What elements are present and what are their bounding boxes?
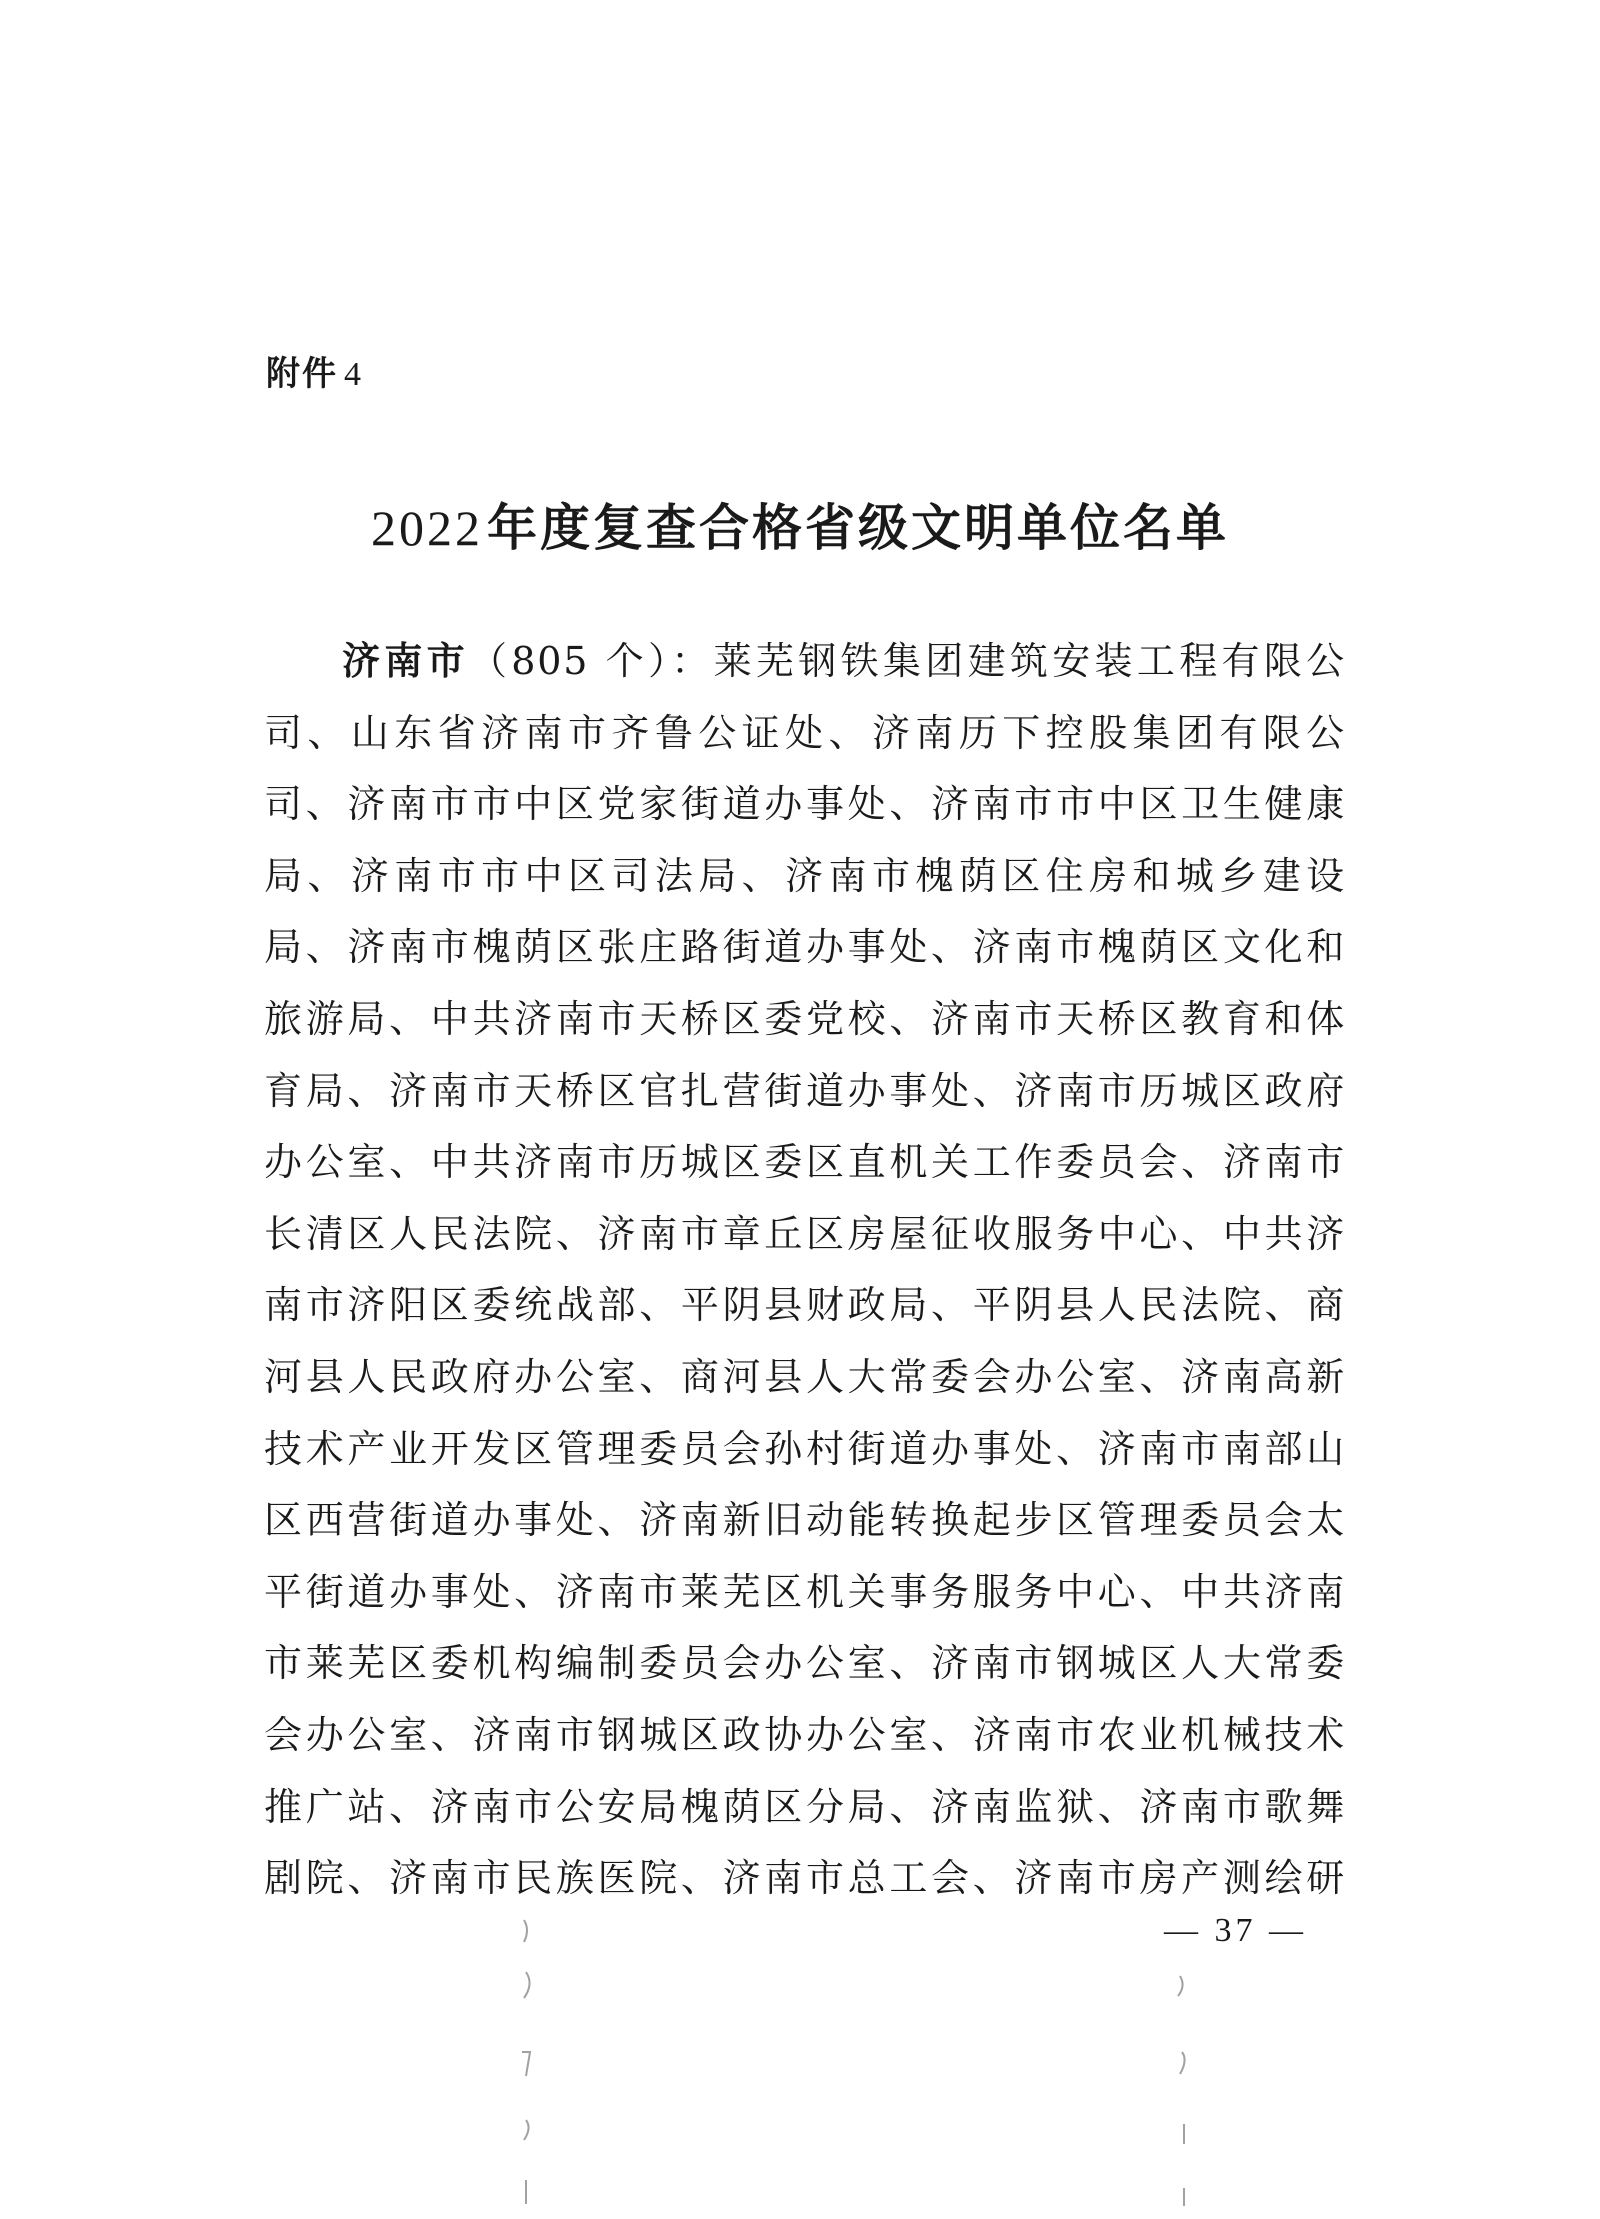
scan-mark [1178,1976,1183,1996]
city-name: 济南市 [342,639,469,683]
scan-mark [524,2120,529,2140]
scan-mark [524,1972,530,1998]
title-year: 2022 [371,500,483,556]
list-line: 长清区人民法院、济南市章丘区房屋征收服务中心、中共济 [264,1211,1346,1256]
list-line: 办公室、中共济南市历城区委区直机关工作委员会、济南市 [264,1140,1346,1185]
scan-mark [1180,2052,1185,2074]
list-line: 局、济南市市中区司法局、济南市槐荫区住房和城乡建设 [264,853,1346,898]
attachment-label-text: 附件 [266,354,338,394]
list-line: 旅游局、中共济南市天桥区委党校、济南市天桥区教育和体 [264,996,1346,1041]
title-text: 年度复查合格省级文明单位名单 [487,499,1229,557]
list-line: 推广站、济南市公安局槐荫区分局、济南监狱、济南市歌舞 [264,1784,1346,1829]
list-line [264,626,1346,698]
attachment-label [266,346,363,395]
list-line: 育局、济南市天桥区官扎营街道办事处、济南市历城区政府 [264,1068,1346,1113]
attachment-number: 4 [344,356,363,393]
page-number: — 37 — [1164,1912,1307,1949]
list-line: 平街道办事处、济南市莱芜区机关事务服务中心、中共济南 [264,1569,1346,1614]
list-line: 司、济南市市中区党家街道办事处、济南市市中区卫生健康 [264,782,1346,827]
list-line: 南市济阳区委统战部、平阴县财政局、平阴县人民法院、商 [264,1283,1346,1328]
list-line: 会办公室、济南市钢城区政协办公室、济南市农业机械技术 [264,1712,1346,1757]
page-title [0,488,1600,560]
scan-mark [524,1920,527,1942]
scan-mark [522,2052,530,2076]
list-line: 局、济南市槐荫区张庄路街道办事处、济南市槐荫区文化和 [264,925,1346,970]
list-line: 司、山东省济南市齐鲁公证处、济南历下控股集团有限公 [264,710,1346,755]
list-line: 河县人民政府办公室、商河县人大常委会办公室、济南高新 [264,1354,1346,1399]
list-line-text: 莱芜钢铁集团建筑安装工程有限公 [713,639,1346,683]
list-line: 市莱芜区委机构编制委员会办公室、济南市钢城区人大常委 [264,1641,1346,1686]
city-count: （805 个）： [468,639,714,683]
list-line: 剧院、济南市民族医院、济南市总工会、济南市房产测绘研 [264,1856,1346,1901]
unit-list [264,626,1346,1915]
list-line: 区西营街道办事处、济南新旧动能转换起步区管理委员会太 [264,1498,1346,1543]
list-line: 技术产业开发区管理委员会孙村街道办事处、济南市南部山 [264,1426,1346,1471]
